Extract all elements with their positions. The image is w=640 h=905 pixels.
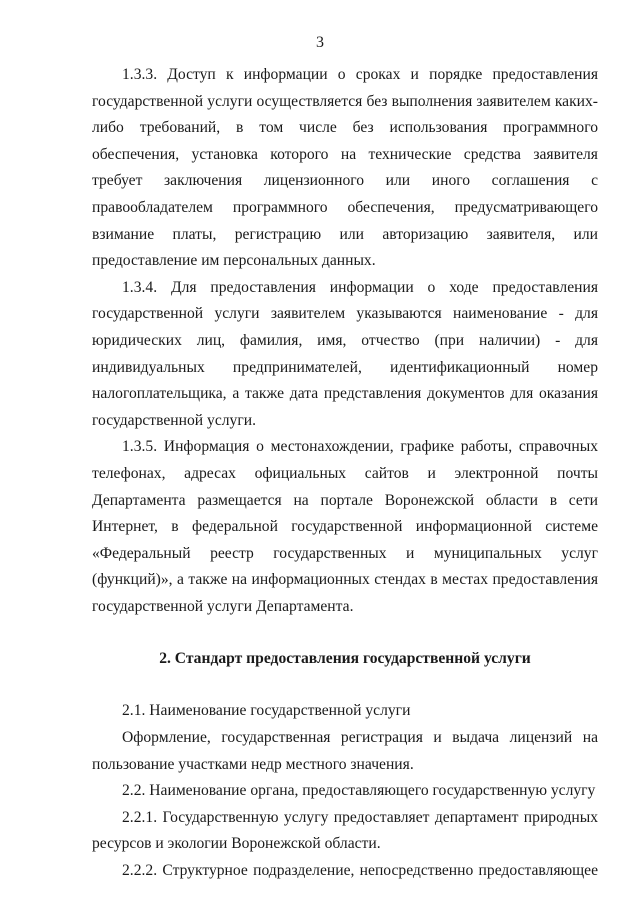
paragraph-2-1-text: Оформление, государственная регистрация и выдача лицензий на пользование участками недр местного значения. <box>92 729 598 773</box>
section-heading: 2. Стандарт предоставления государственной услуги <box>159 650 531 668</box>
paragraph-2-2: 2.2. Наименование органа, предоставляющего государственную услугу <box>122 782 596 800</box>
document-body <box>92 62 598 885</box>
paragraph-1-3-5: 1.3.5. Информация о местонахождении, графике работы, справочных телефонах, адресах официальных сайтов и электронной почты Департамента размещается на портале Воронежской области в сети Интернет, в федеральной государственной информационной системе «Федеральный реестр государственных и муниципальных услуг (функций)», а также на информационных стендах в местах предоставления государственной услуги Департамента. <box>92 438 598 615</box>
paragraph-1-3-3: 1.3.3. Доступ к информации о сроках и порядке предоставления государственной услуги осуществляется без выполнения заявителем каких-либо требований, в том числе без использования программного обеспечения, установка которого на технические средства заявителя требует заключения лицензионного или иного соглашения с правообладателем программного обеспечения, предусматривающего взимание платы, регистрацию или авторизацию заявителя, или предоставление им персональных данных. <box>92 66 598 270</box>
paragraph-2-2-1: 2.2.1. Государственную услугу предоставляет департамент природных ресурсов и экологии Воронежской области. <box>92 808 598 853</box>
page-number: 3 <box>316 34 324 51</box>
paragraph-1-3-4: 1.3.4. Для предоставления информации о ходе предоставления государственной услуги заявителем указываются наименование - для юридических лиц, фамилия, имя, отчество (при наличии) - для индивидуальных предпринимателей, идентификационный номер налогоплательщика, а также дата представления документов для оказания государственной услуги. <box>92 278 598 429</box>
paragraph-2-2-2: 2.2.2. Структурное подразделение, непосредственно предоставляющее <box>122 862 598 880</box>
paragraph-2-1: 2.1. Наименование государственной услуги <box>122 702 411 720</box>
